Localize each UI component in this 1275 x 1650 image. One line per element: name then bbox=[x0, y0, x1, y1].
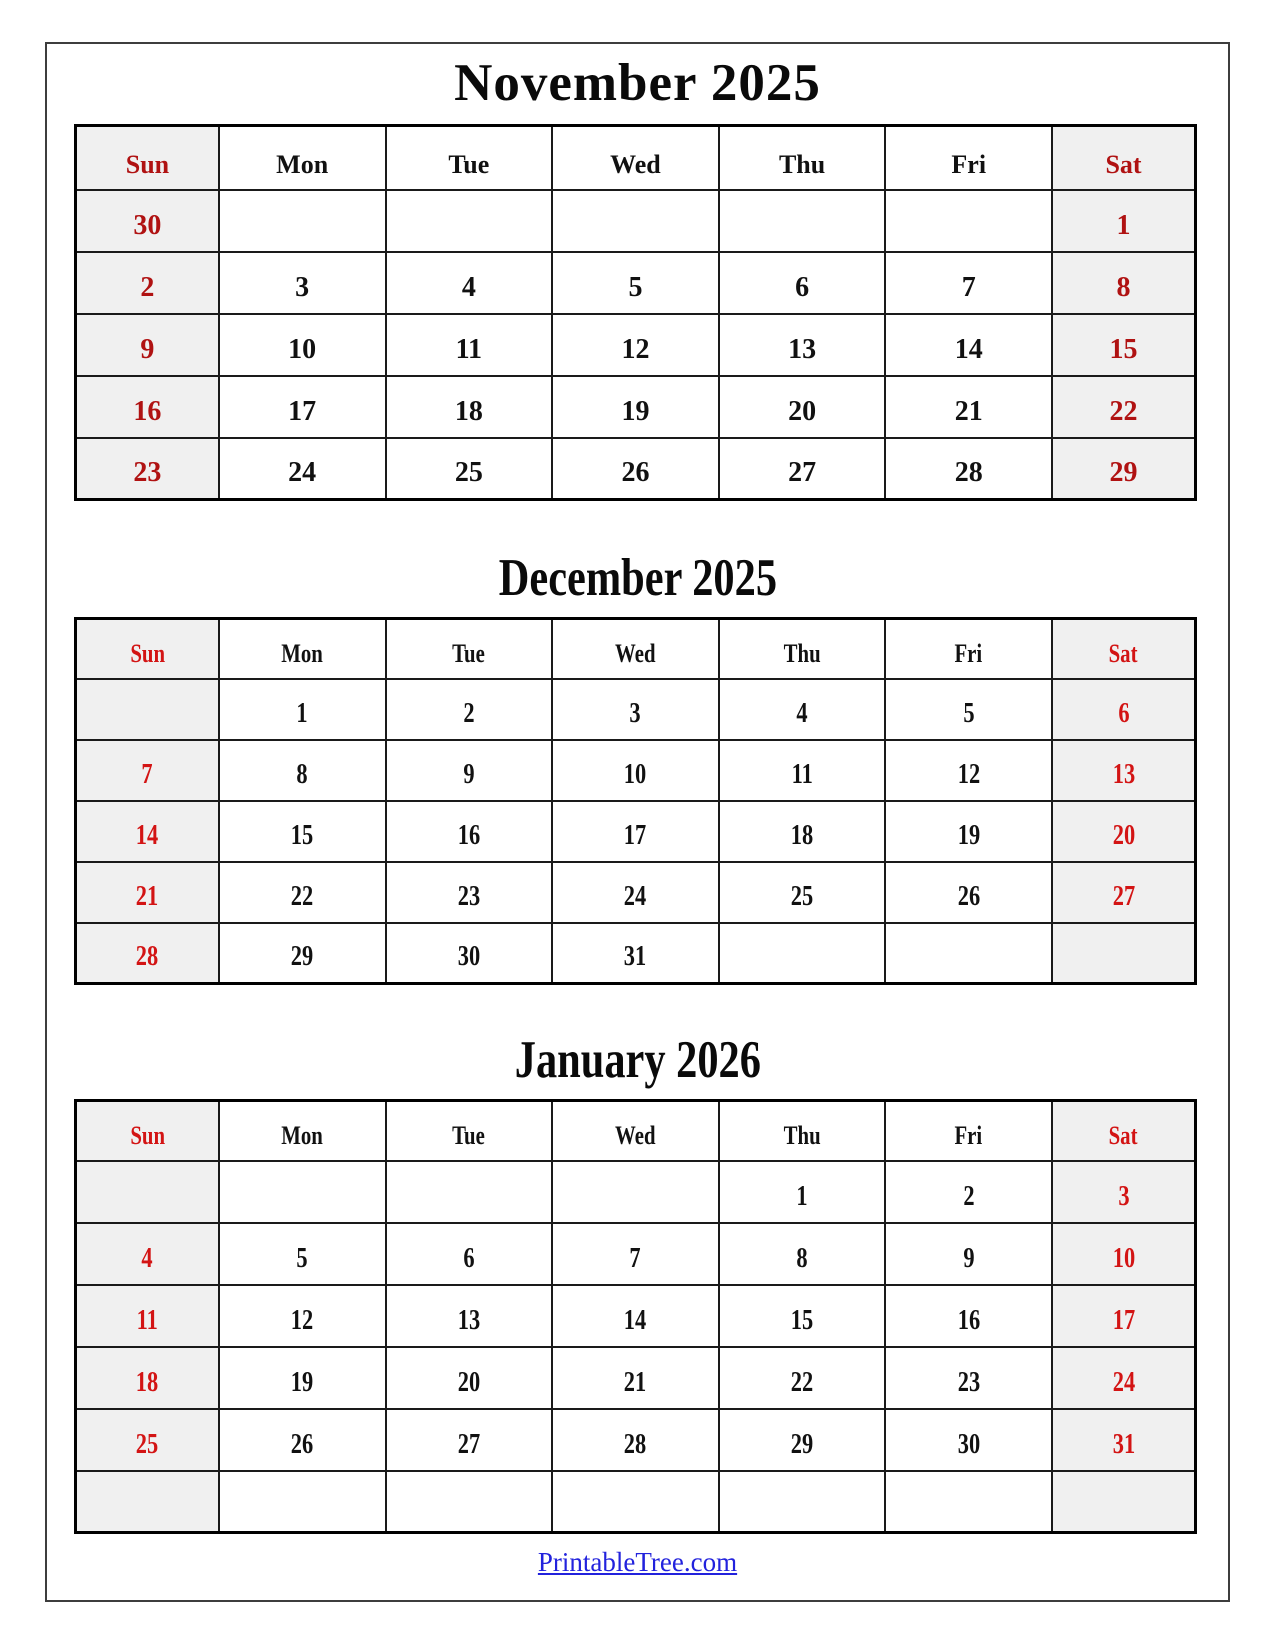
date-cell-17: 17 bbox=[1052, 1285, 1195, 1347]
date-cell-19: 19 bbox=[219, 1347, 386, 1409]
date-cell-6: 6 bbox=[1052, 679, 1195, 740]
date-cell-26: 26 bbox=[552, 438, 719, 500]
week-row bbox=[76, 679, 1196, 740]
date-cell-15: 15 bbox=[719, 1285, 886, 1347]
week-row bbox=[76, 1161, 1196, 1223]
empty-cell bbox=[76, 679, 219, 740]
date-cell-11: 11 bbox=[76, 1285, 219, 1347]
month-section-december-2025 bbox=[47, 549, 1228, 985]
month-title-january: January 2026 bbox=[514, 1031, 761, 1089]
date-cell-10: 10 bbox=[219, 314, 386, 376]
date-cell-10: 10 bbox=[552, 740, 719, 801]
calendar-table-december-2025 bbox=[74, 617, 1197, 985]
empty-cell bbox=[219, 1161, 386, 1223]
week-row bbox=[76, 923, 1196, 984]
date-cell-5: 5 bbox=[219, 1223, 386, 1285]
date-cell-13: 13 bbox=[1052, 740, 1195, 801]
day-header-tue: Tue bbox=[386, 1101, 553, 1161]
calendar-table-january-2026 bbox=[74, 1099, 1197, 1534]
empty-cell bbox=[1052, 923, 1195, 984]
date-cell-9: 9 bbox=[885, 1223, 1052, 1285]
day-header-thu: Thu bbox=[719, 619, 886, 679]
date-cell-19: 19 bbox=[885, 801, 1052, 862]
empty-cell bbox=[885, 1471, 1052, 1533]
date-cell-19: 19 bbox=[552, 376, 719, 438]
week-row bbox=[76, 376, 1196, 438]
date-cell-18: 18 bbox=[76, 1347, 219, 1409]
date-cell-6: 6 bbox=[719, 252, 886, 314]
day-header-sun: Sun bbox=[76, 126, 219, 190]
day-header-sat: Sat bbox=[1052, 126, 1195, 190]
date-cell-30: 30 bbox=[885, 1409, 1052, 1471]
date-cell-1: 1 bbox=[719, 1161, 886, 1223]
date-cell-17: 17 bbox=[219, 376, 386, 438]
week-row bbox=[76, 740, 1196, 801]
date-cell-16: 16 bbox=[386, 801, 553, 862]
date-cell-5: 5 bbox=[885, 679, 1052, 740]
date-cell-9: 9 bbox=[76, 314, 219, 376]
day-header-mon: Mon bbox=[219, 1101, 386, 1161]
date-cell-26: 26 bbox=[885, 862, 1052, 923]
day-header-fri: Fri bbox=[885, 1101, 1052, 1161]
day-header-sat: Sat bbox=[1052, 1101, 1195, 1161]
empty-cell bbox=[386, 1471, 553, 1533]
date-cell-28: 28 bbox=[76, 923, 219, 984]
date-cell-16: 16 bbox=[76, 376, 219, 438]
date-cell-24: 24 bbox=[1052, 1347, 1195, 1409]
date-cell-25: 25 bbox=[386, 438, 553, 500]
day-header-sat: Sat bbox=[1052, 619, 1195, 679]
day-header-tue: Tue bbox=[386, 126, 553, 190]
date-cell-6: 6 bbox=[386, 1223, 553, 1285]
empty-cell bbox=[719, 1471, 886, 1533]
date-cell-17: 17 bbox=[552, 801, 719, 862]
date-cell-25: 25 bbox=[719, 862, 886, 923]
date-cell-28: 28 bbox=[552, 1409, 719, 1471]
week-row bbox=[76, 1409, 1196, 1471]
date-cell-1: 1 bbox=[1052, 190, 1195, 252]
week-row bbox=[76, 1347, 1196, 1409]
week-row bbox=[76, 801, 1196, 862]
day-header-mon: Mon bbox=[219, 126, 386, 190]
date-cell-25: 25 bbox=[76, 1409, 219, 1471]
date-cell-13: 13 bbox=[719, 314, 886, 376]
date-cell-13: 13 bbox=[386, 1285, 553, 1347]
date-cell-1: 1 bbox=[219, 679, 386, 740]
date-cell-12: 12 bbox=[552, 314, 719, 376]
date-cell-3: 3 bbox=[552, 679, 719, 740]
date-cell-24: 24 bbox=[219, 438, 386, 500]
date-cell-30: 30 bbox=[76, 190, 219, 252]
empty-cell bbox=[719, 190, 886, 252]
day-header-sun: Sun bbox=[76, 1101, 219, 1161]
date-cell-29: 29 bbox=[1052, 438, 1195, 500]
empty-cell bbox=[719, 923, 886, 984]
day-header-wed: Wed bbox=[552, 126, 719, 190]
date-cell-2: 2 bbox=[885, 1161, 1052, 1223]
footer-link[interactable]: PrintableTree.com bbox=[537, 1547, 738, 1577]
date-cell-14: 14 bbox=[76, 801, 219, 862]
week-row bbox=[76, 1471, 1196, 1533]
date-cell-30: 30 bbox=[386, 923, 553, 984]
day-header-fri: Fri bbox=[885, 126, 1052, 190]
date-cell-20: 20 bbox=[1052, 801, 1195, 862]
date-cell-3: 3 bbox=[1052, 1161, 1195, 1223]
date-cell-8: 8 bbox=[1052, 252, 1195, 314]
date-cell-9: 9 bbox=[386, 740, 553, 801]
week-row bbox=[76, 1223, 1196, 1285]
date-cell-21: 21 bbox=[76, 862, 219, 923]
week-row bbox=[76, 252, 1196, 314]
date-cell-20: 20 bbox=[386, 1347, 553, 1409]
date-cell-18: 18 bbox=[386, 376, 553, 438]
date-cell-11: 11 bbox=[386, 314, 553, 376]
date-cell-7: 7 bbox=[885, 252, 1052, 314]
empty-cell bbox=[76, 1471, 219, 1533]
empty-cell bbox=[219, 190, 386, 252]
date-cell-8: 8 bbox=[219, 740, 386, 801]
date-cell-28: 28 bbox=[885, 438, 1052, 500]
date-cell-22: 22 bbox=[719, 1347, 886, 1409]
week-row bbox=[76, 1285, 1196, 1347]
date-cell-22: 22 bbox=[219, 862, 386, 923]
date-cell-27: 27 bbox=[386, 1409, 553, 1471]
date-cell-21: 21 bbox=[885, 376, 1052, 438]
date-cell-23: 23 bbox=[76, 438, 219, 500]
date-cell-8: 8 bbox=[719, 1223, 886, 1285]
date-cell-11: 11 bbox=[719, 740, 886, 801]
month-title-november: November 2025 bbox=[454, 54, 821, 112]
page-border-frame bbox=[45, 42, 1230, 1602]
date-cell-15: 15 bbox=[1052, 314, 1195, 376]
date-cell-2: 2 bbox=[76, 252, 219, 314]
month-section-november-2025 bbox=[47, 54, 1228, 501]
date-cell-29: 29 bbox=[719, 1409, 886, 1471]
day-header-sun: Sun bbox=[76, 619, 219, 679]
date-cell-31: 31 bbox=[552, 923, 719, 984]
date-cell-23: 23 bbox=[885, 1347, 1052, 1409]
calendar-table-november-2025 bbox=[74, 124, 1197, 501]
empty-cell bbox=[552, 1471, 719, 1533]
date-cell-16: 16 bbox=[885, 1285, 1052, 1347]
month-title-december: December 2025 bbox=[498, 549, 777, 607]
date-cell-4: 4 bbox=[719, 679, 886, 740]
week-row bbox=[76, 438, 1196, 500]
day-header-wed: Wed bbox=[552, 1101, 719, 1161]
empty-cell bbox=[552, 190, 719, 252]
date-cell-14: 14 bbox=[885, 314, 1052, 376]
date-cell-21: 21 bbox=[552, 1347, 719, 1409]
day-header-thu: Thu bbox=[719, 1101, 886, 1161]
empty-cell bbox=[552, 1161, 719, 1223]
date-cell-27: 27 bbox=[719, 438, 886, 500]
empty-cell bbox=[1052, 1471, 1195, 1533]
date-cell-12: 12 bbox=[219, 1285, 386, 1347]
weekday-header-row bbox=[76, 1101, 1196, 1161]
date-cell-10: 10 bbox=[1052, 1223, 1195, 1285]
date-cell-14: 14 bbox=[552, 1285, 719, 1347]
weekday-header-row bbox=[76, 619, 1196, 679]
date-cell-3: 3 bbox=[219, 252, 386, 314]
month-section-january-2026 bbox=[47, 1031, 1228, 1534]
week-row bbox=[76, 314, 1196, 376]
date-cell-15: 15 bbox=[219, 801, 386, 862]
date-cell-29: 29 bbox=[219, 923, 386, 984]
page-footer bbox=[47, 1547, 1228, 1578]
day-header-thu: Thu bbox=[719, 126, 886, 190]
date-cell-18: 18 bbox=[719, 801, 886, 862]
date-cell-7: 7 bbox=[552, 1223, 719, 1285]
date-cell-2: 2 bbox=[386, 679, 553, 740]
weekday-header-row bbox=[76, 126, 1196, 190]
date-cell-22: 22 bbox=[1052, 376, 1195, 438]
empty-cell bbox=[386, 190, 553, 252]
date-cell-12: 12 bbox=[885, 740, 1052, 801]
empty-cell bbox=[76, 1161, 219, 1223]
day-header-fri: Fri bbox=[885, 619, 1052, 679]
date-cell-7: 7 bbox=[76, 740, 219, 801]
empty-cell bbox=[386, 1161, 553, 1223]
date-cell-23: 23 bbox=[386, 862, 553, 923]
date-cell-26: 26 bbox=[219, 1409, 386, 1471]
date-cell-24: 24 bbox=[552, 862, 719, 923]
date-cell-27: 27 bbox=[1052, 862, 1195, 923]
week-row bbox=[76, 862, 1196, 923]
day-header-mon: Mon bbox=[219, 619, 386, 679]
empty-cell bbox=[219, 1471, 386, 1533]
date-cell-4: 4 bbox=[76, 1223, 219, 1285]
date-cell-4: 4 bbox=[386, 252, 553, 314]
date-cell-31: 31 bbox=[1052, 1409, 1195, 1471]
day-header-tue: Tue bbox=[386, 619, 553, 679]
date-cell-5: 5 bbox=[552, 252, 719, 314]
week-row bbox=[76, 190, 1196, 252]
empty-cell bbox=[885, 923, 1052, 984]
date-cell-20: 20 bbox=[719, 376, 886, 438]
day-header-wed: Wed bbox=[552, 619, 719, 679]
empty-cell bbox=[885, 190, 1052, 252]
